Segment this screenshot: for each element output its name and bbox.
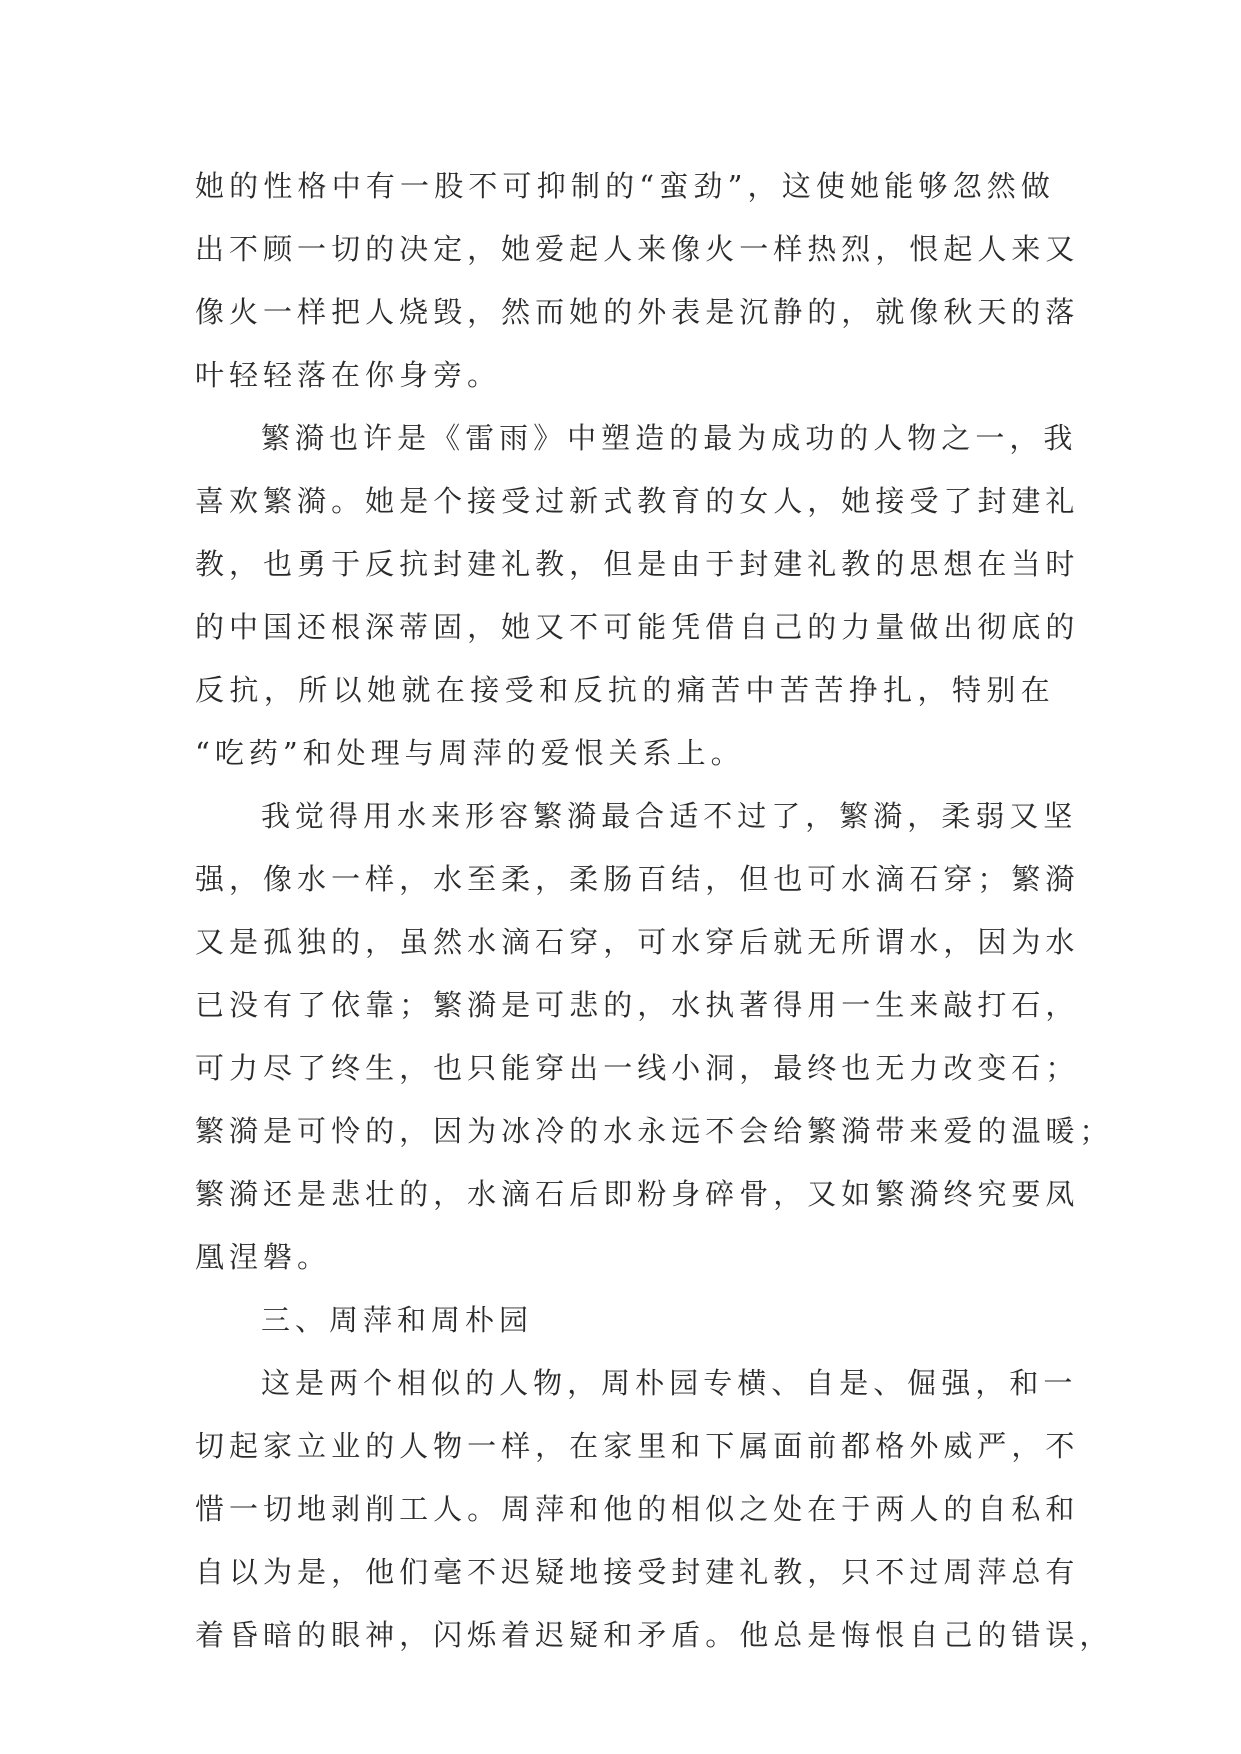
- text-line: “吃药”和处理与周萍的爱恨关系上。: [195, 736, 745, 770]
- text-line: 繁 漪 也 许 是 《 雷 雨 》 中 塑 造 的 最 为 成 功 的 人 物 之 一 ， 我: [261, 421, 1078, 455]
- text-line: 又 是 孤 独 的 ， 虽 然 水 滴 石 穿 ， 可 水 穿 后 就 无 所 谓 水 ， 因 为 水: [195, 925, 1080, 959]
- text-line: 着 昏 暗 的 眼 神 ， 闪 烁 着 迟 疑 和 矛 盾 。 他 总 是 悔 恨 自 己 的 错 误 ，: [195, 1618, 1114, 1652]
- text-line: 强 ， 像 水 一 样 ， 水 至 柔 ， 柔 肠 百 结 ， 但 也 可 水 滴 石 穿 ； 繁 漪: [195, 862, 1080, 896]
- text-line: 自 以 为 是 ， 他 们 毫 不 迟 疑 地 接 受 封 建 礼 教 ， 只 不 过 周 萍 总 有: [195, 1555, 1080, 1589]
- text-line: 叶轻轻落在你身旁。: [195, 358, 502, 392]
- text-line: 繁 漪 还 是 悲 壮 的 ， 水 滴 石 后 即 粉 身 碎 骨 ， 又 如 繁 漪 终 究 要 凤: [195, 1177, 1080, 1211]
- text-line: 的 中 国 还 根 深 蒂 固 ， 她 又 不 可 能 凭 借 自 己 的 力 量 做 出 彻 底 的: [195, 610, 1080, 644]
- text-line: 已 没 有 了 依 靠 ； 繁 漪 是 可 悲 的 ， 水 执 著 得 用 一 生 来 敲 打 石 ，: [195, 988, 1080, 1022]
- text-line: 喜 欢 繁 漪 。 她 是 个 接 受 过 新 式 教 育 的 女 人 ， 她 接 受 了 封 建 礼: [195, 484, 1080, 518]
- text-line: 出 不 顾 一 切 的 决 定 ， 她 爱 起 人 来 像 火 一 样 热 烈 ， 恨 起 人 来 又: [195, 232, 1080, 266]
- text-line: 像 火 一 样 把 人 烧 毁 ， 然 而 她 的 外 表 是 沉 静 的 ， 就 像 秋 天 的 落: [195, 295, 1080, 329]
- text-line: 我 觉 得 用 水 来 形 容 繁 漪 最 合 适 不 过 了 ， 繁 漪 ， 柔 弱 又 坚: [261, 799, 1078, 833]
- text-line: 惜 一 切 地 剥 削 工 人 。 周 萍 和 他 的 相 似 之 处 在 于 两 人 的 自 私 和: [195, 1492, 1080, 1526]
- text-line: 反 抗 ， 所 以 她 就 在 接 受 和 反 抗 的 痛 苦 中 苦 苦 挣 扎 ， 特 别 在: [195, 673, 1055, 707]
- text-line: 她 的 性 格 中 有 一 股 不 可 抑 制 的 “ 蛮 劲 ” ， 这 使 她 能 够 忽 然 做: [195, 169, 1055, 203]
- body-text: [195, 155, 1114, 1667]
- text-line: 三、周萍和周朴园: [261, 1303, 534, 1337]
- text-line: 切 起 家 立 业 的 人 物 一 样 ， 在 家 里 和 下 属 面 前 都 格 外 威 严 ， 不: [195, 1429, 1080, 1463]
- text-line: 可 力 尽 了 终 生 ， 也 只 能 穿 出 一 线 小 洞 ， 最 终 也 无 力 改 变 石 ；: [195, 1051, 1080, 1085]
- text-line: 教 ， 也 勇 于 反 抗 封 建 礼 教 ， 但 是 由 于 封 建 礼 教 的 思 想 在 当 时: [195, 547, 1080, 581]
- text-line: 繁 漪 是 可 怜 的 ， 因 为 冰 冷 的 水 永 远 不 会 给 繁 漪 带 来 爱 的 温 暖 ；: [195, 1114, 1114, 1148]
- text-line: 凰涅磐。: [195, 1240, 332, 1274]
- text-line: 这 是 两 个 相 似 的 人 物 ， 周 朴 园 专 横 、 自 是 、 倔 强 ， 和 一: [261, 1366, 1078, 1400]
